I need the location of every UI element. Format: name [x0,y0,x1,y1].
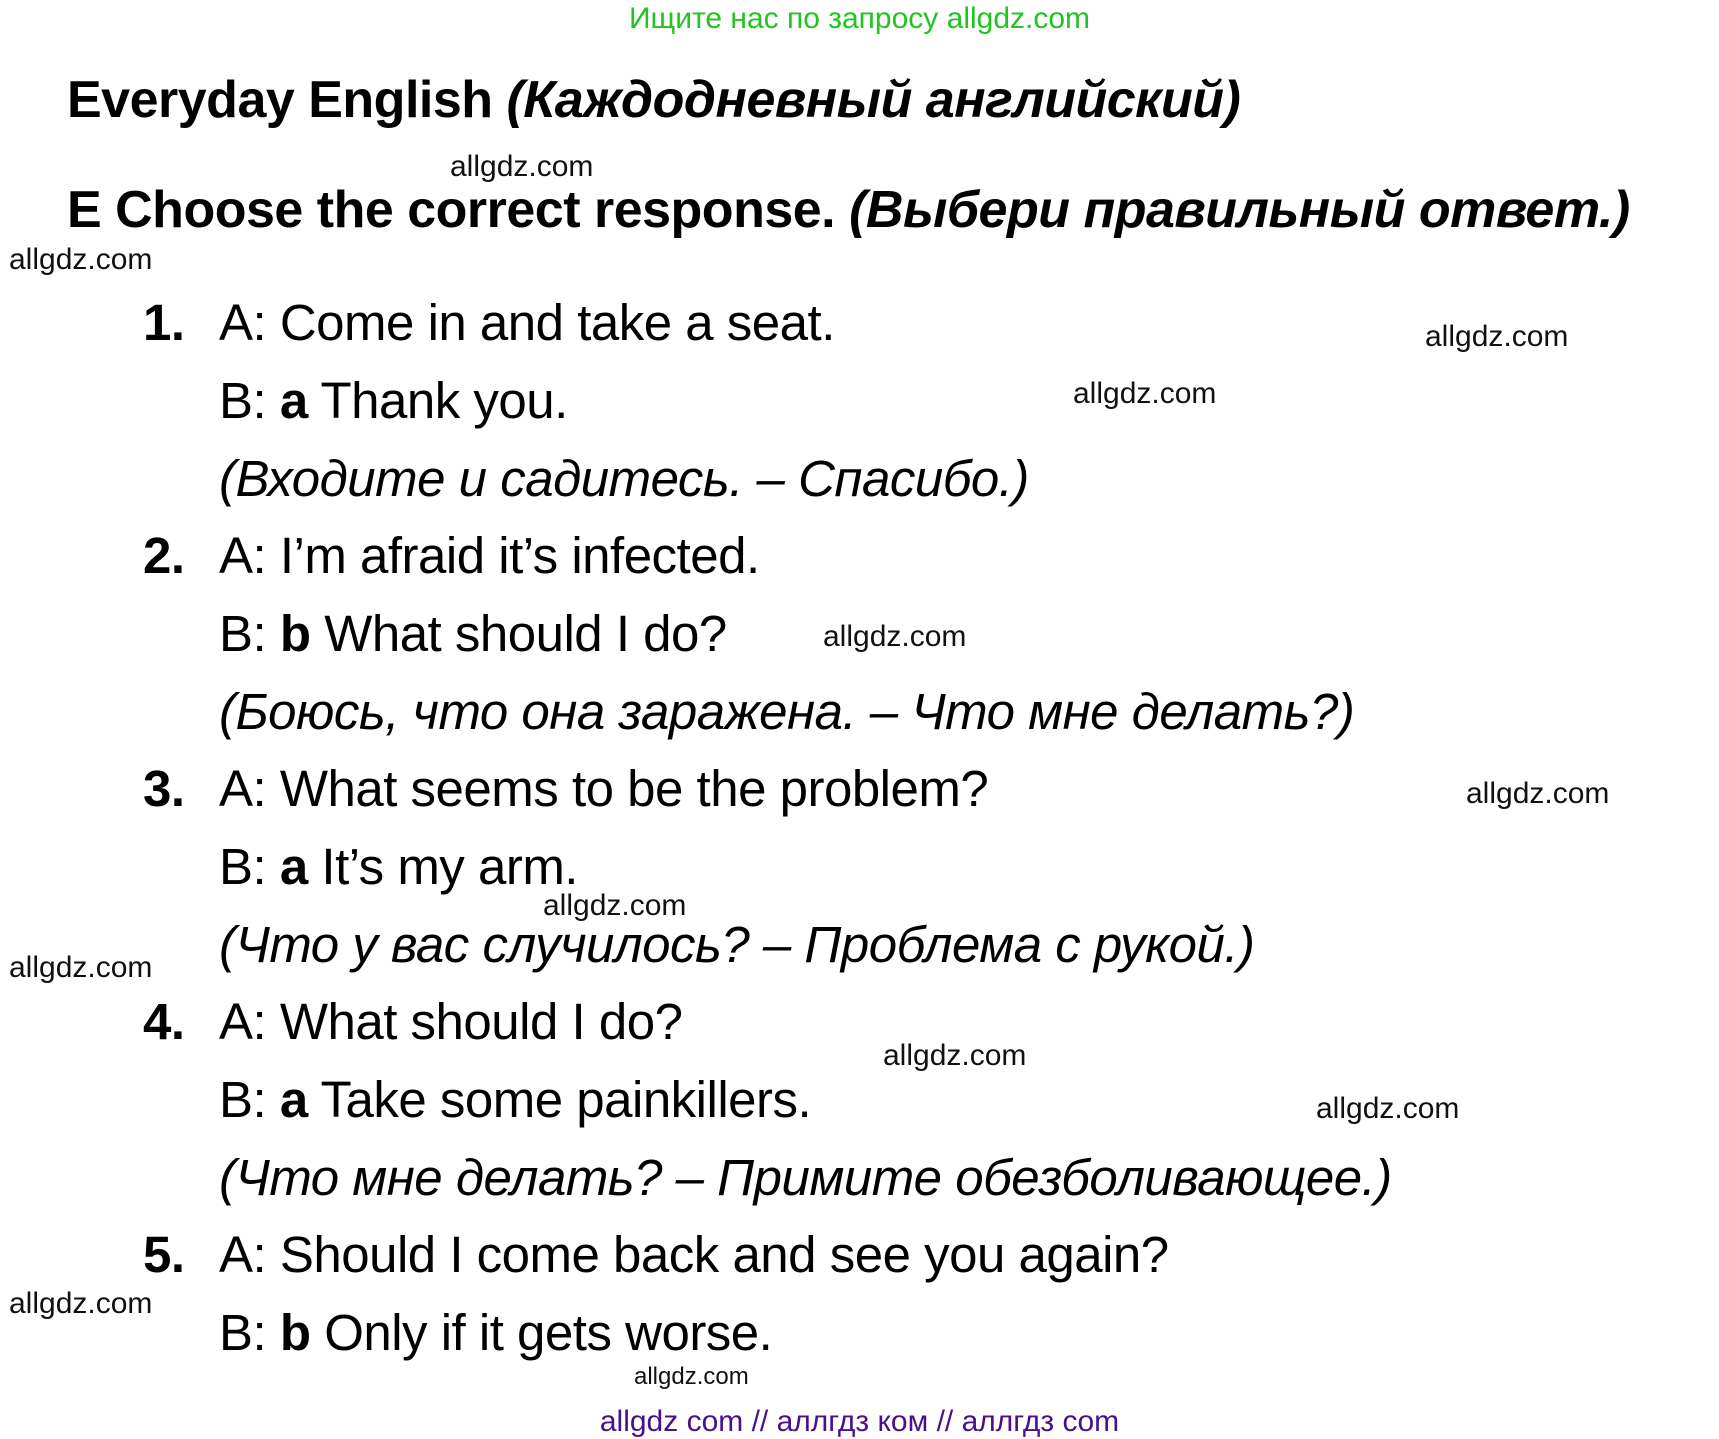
answer-letter: b [279,605,311,662]
watermark: allgdz.com [450,150,594,183]
item-5-a: 5. A: Should I come back and see you again? [143,1226,1169,1283]
watermark: allgdz.com [1316,1092,1460,1125]
item-3-b: B: a It’s my arm. [219,838,578,895]
item-2-a: 2. A: I’m afraid it’s infected. [143,527,760,584]
task-heading [67,180,1630,240]
footer-links[interactable]: allgdz com // аллгдз ком // аллгдз com [599,1405,1120,1438]
answer-letter: b [279,1304,311,1361]
search-banner[interactable]: Ищите нас по запросу allgdz.com [628,2,1091,35]
item-number: 3. [143,760,185,817]
answer-letter: a [279,1071,308,1128]
watermark: allgdz.com [9,1287,153,1320]
item-number: 5. [143,1226,185,1283]
watermark: allgdz.com [823,620,967,653]
title-en: Everyday English [67,71,493,129]
item-2-b: B: b What should I do? [219,605,727,662]
item-3-a: 3. A: What seems to be the problem? [143,760,989,817]
item-1-a: 1. A: Come in and take a seat. [143,294,835,351]
item-4-b: B: a Take some painkillers. [219,1071,812,1128]
watermark: allgdz.com [543,889,687,922]
item-2-translation: (Боюсь, что она заражена. – Что мне делать?) [219,683,1355,740]
item-5-b: B: b Only if it gets worse. [219,1304,773,1361]
item-1-b: B: a Thank you. [219,372,568,429]
item-4-a: 4. A: What should I do? [143,993,683,1050]
title-ru: (Каждодневный английский) [506,71,1241,129]
item-number: 4. [143,993,185,1050]
watermark: allgdz.com [9,951,153,984]
answer-letter: a [279,838,308,895]
item-1-translation: (Входите и садитесь. – Спасибо.) [219,450,1029,507]
item-4-translation: (Что мне делать? – Примите обезболивающее.) [219,1149,1392,1206]
item-number: 1. [143,294,185,351]
watermark: allgdz.com [883,1039,1027,1072]
watermark: allgdz.com [1425,320,1569,353]
item-3-translation: (Что у вас случилось? – Проблема с рукой.) [219,916,1255,973]
page-title [67,70,1240,130]
watermark: allgdz.com [634,1363,749,1390]
watermark: allgdz.com [1073,377,1217,410]
answer-letter: a [279,372,308,429]
item-number: 2. [143,527,185,584]
task-en: E Choose the correct response. [67,181,836,239]
watermark: allgdz.com [9,243,153,276]
watermark: allgdz.com [1466,777,1610,810]
task-ru: (Выбери правильный ответ.) [849,181,1630,239]
